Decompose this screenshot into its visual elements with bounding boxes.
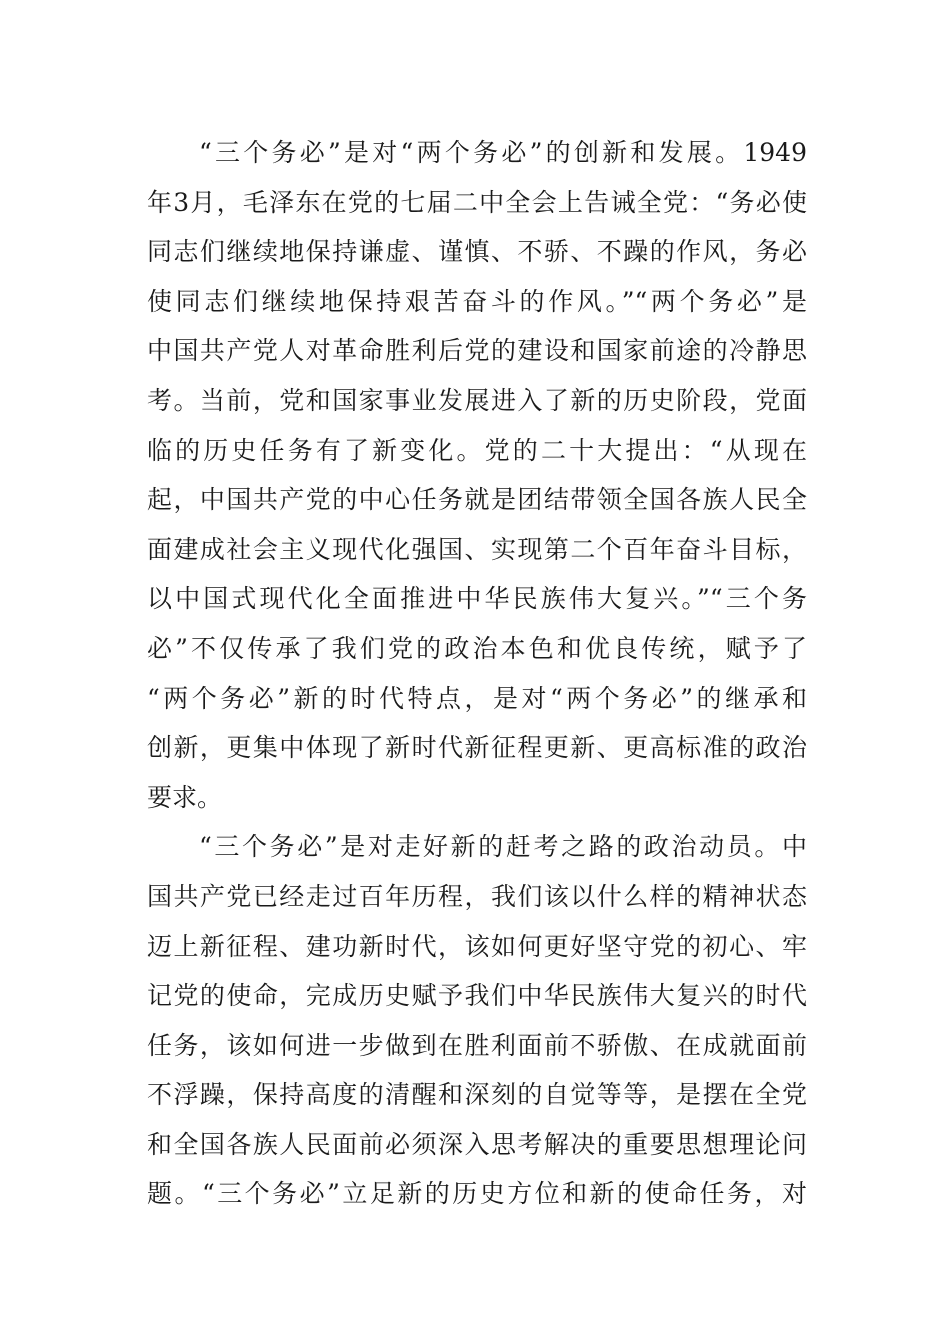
paragraph-line: “两个务必”新的时代特点，是对“两个务必”的继承和 [147, 683, 807, 713]
paragraph-line: 任务，该如何进一步做到在胜利面前不骄傲、在成就面前 [147, 1030, 807, 1060]
paragraph-line: 中国共产党人对革命胜利后党的建设和国家前途的冷静思 [147, 336, 807, 366]
paragraph-line: 年3月，毛泽东在党的七届二中全会上告诫全党：“务必使 [147, 187, 807, 217]
paragraph-line: 以中国式现代化全面推进中华民族伟大复兴。”“三个务 [147, 584, 807, 614]
paragraph-1 [147, 128, 807, 822]
paragraph-line: 考。当前，党和国家事业发展进入了新的历史阶段，党面 [147, 385, 807, 415]
paragraph-line: “三个务必”是对“两个务必”的创新和发展。1949 [199, 138, 807, 167]
document-body [147, 128, 807, 1219]
paragraph-line: 和全国各族人民面前必须深入思考解决的重要思想理论问 [147, 1129, 807, 1159]
paragraph-line: 要求。 [147, 782, 223, 812]
paragraph-line: 国共产党已经走过百年历程，我们该以什么样的精神状态 [147, 881, 807, 911]
paragraph-line: 面建成社会主义现代化强国、实现第二个百年奋斗目标， [147, 534, 807, 564]
paragraph-line: 同志们继续地保持谦虚、谨慎、不骄、不躁的作风，务必 [147, 237, 807, 267]
paragraph-line: 起，中国共产党的中心任务就是团结带领全国各族人民全 [147, 485, 807, 515]
paragraph-line: 使同志们继续地保持艰苦奋斗的作风。”“两个务必”是 [147, 286, 807, 316]
paragraph-line: 题。“三个务必”立足新的历史方位和新的使命任务，对 [147, 1179, 807, 1209]
paragraph-line: 记党的使命，完成历史赋予我们中华民族伟大复兴的时代 [147, 981, 807, 1011]
paragraph-line: 临的历史任务有了新变化。党的二十大提出：“从现在 [147, 435, 807, 465]
paragraph-line: 不浮躁，保持高度的清醒和深刻的自觉等等，是摆在全党 [147, 1080, 807, 1110]
paragraph-2 [147, 822, 807, 1219]
paragraph-line: “三个务必”是对走好新的赶考之路的政治动员。中 [199, 832, 807, 862]
paragraph-line: 迈上新征程、建功新时代，该如何更好坚守党的初心、牢 [147, 931, 807, 961]
paragraph-line: 创新，更集中体现了新时代新征程更新、更高标准的政治 [147, 733, 807, 763]
paragraph-line: 必”不仅传承了我们党的政治本色和优良传统，赋予了 [147, 633, 807, 663]
